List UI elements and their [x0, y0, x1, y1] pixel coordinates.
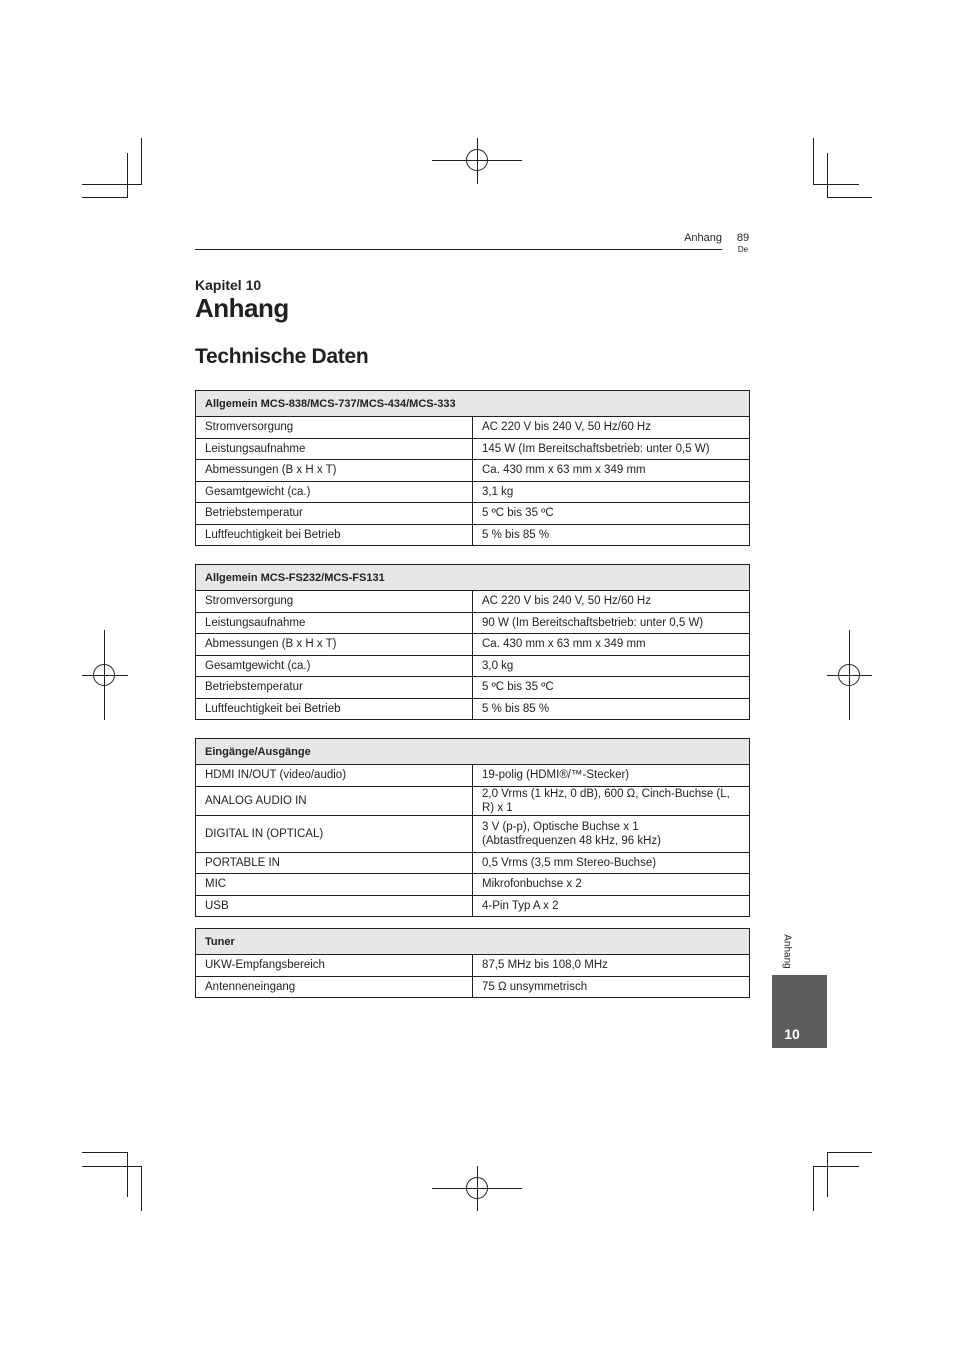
- spec-value: 75 Ω unsymmetrisch: [473, 976, 750, 998]
- spec-key: UKW-Empfangsbereich: [196, 955, 473, 977]
- spec-value: 5 ºC bis 35 ºC: [473, 503, 750, 525]
- spec-value: 5 ºC bis 35 ºC: [473, 677, 750, 699]
- side-tab-label: Anhang: [781, 934, 793, 969]
- table-row: [196, 698, 750, 720]
- spec-value: Ca. 430 mm x 63 mm x 349 mm: [473, 460, 750, 482]
- spec-value-line-2: (Abtastfrequenzen 48 kHz, 96 kHz): [482, 834, 661, 847]
- table-row: [196, 503, 750, 525]
- spec-key: Betriebstemperatur: [196, 677, 473, 699]
- spec-table-inputs-outputs: [195, 738, 750, 917]
- header-rule: [195, 249, 722, 250]
- spec-key: DIGITAL IN (OPTICAL): [196, 815, 473, 852]
- table-row: [196, 417, 750, 439]
- spec-value: 5 % bis 85 %: [473, 524, 750, 546]
- spec-key: Luftfeuchtigkeit bei Betrieb: [196, 698, 473, 720]
- spec-value: Mikrofonbuchse x 2: [473, 874, 750, 896]
- table-heading: Allgemein MCS-FS232/MCS-FS131: [196, 565, 750, 591]
- section-title: Technische Daten: [195, 345, 369, 368]
- spec-key: ANALOG AUDIO IN: [196, 786, 473, 815]
- table-row: [196, 852, 750, 874]
- spec-key: Gesamtgewicht (ca.): [196, 481, 473, 503]
- chapter-title: Anhang: [195, 293, 289, 323]
- table-heading: Allgemein MCS-838/MCS-737/MCS-434/MCS-333: [196, 391, 750, 417]
- chapter-label: Kapitel 10: [195, 277, 262, 293]
- table-row: [196, 786, 750, 815]
- spec-key: Betriebstemperatur: [196, 503, 473, 525]
- table-row: [196, 591, 750, 613]
- spec-value: 0,5 Vrms (3,5 mm Stereo-Buchse): [473, 852, 750, 874]
- spec-value: 145 W (Im Bereitschaftsbetrieb: unter 0,5 W): [473, 438, 750, 460]
- spec-key: Leistungsaufnahme: [196, 438, 473, 460]
- spec-value: AC 220 V bis 240 V, 50 Hz/60 Hz: [473, 417, 750, 439]
- table-row: [196, 815, 750, 852]
- table-row: [196, 874, 750, 896]
- table-row: [196, 765, 750, 787]
- spec-key: Stromversorgung: [196, 591, 473, 613]
- spec-table-tuner: [195, 928, 750, 998]
- page-number: 89: [736, 232, 750, 244]
- spec-key: Leistungsaufnahme: [196, 612, 473, 634]
- spec-value: 90 W (Im Bereitschaftsbetrieb: unter 0,5 W): [473, 612, 750, 634]
- spec-key: PORTABLE IN: [196, 852, 473, 874]
- spec-value: 19-polig (HDMI®/™-Stecker): [473, 765, 750, 787]
- spec-value: 5 % bis 85 %: [473, 698, 750, 720]
- spec-table-general-mcsfs: [195, 564, 750, 720]
- spec-value: 4-Pin Typ A x 2: [473, 895, 750, 917]
- spec-key: Stromversorgung: [196, 417, 473, 439]
- spec-key: MIC: [196, 874, 473, 896]
- table-row: [196, 460, 750, 482]
- spec-value: 3,1 kg: [473, 481, 750, 503]
- chapter-tab-number: 10: [784, 1026, 800, 1042]
- spec-value: 2,0 Vrms (1 kHz, 0 dB), 600 Ω, Cinch-Buchse (L, R) x 1: [473, 786, 750, 815]
- spec-value: 3,0 kg: [473, 655, 750, 677]
- spec-key: Antenneneingang: [196, 976, 473, 998]
- spec-value-line-1: 3 V (p-p), Optische Buchse x 1: [482, 820, 639, 833]
- table-row: [196, 524, 750, 546]
- table-row: [196, 655, 750, 677]
- table-row: [196, 634, 750, 656]
- language-code: De: [737, 245, 749, 254]
- table-row: [196, 438, 750, 460]
- table-row: [196, 976, 750, 998]
- header-section-label: Anhang: [684, 232, 722, 244]
- spec-key: Luftfeuchtigkeit bei Betrieb: [196, 524, 473, 546]
- table-row: [196, 895, 750, 917]
- spec-value: 87,5 MHz bis 108,0 MHz: [473, 955, 750, 977]
- spec-value: AC 220 V bis 240 V, 50 Hz/60 Hz: [473, 591, 750, 613]
- spec-value: [473, 815, 750, 852]
- table-row: [196, 481, 750, 503]
- table-row: [196, 612, 750, 634]
- spec-key: HDMI IN/OUT (video/audio): [196, 765, 473, 787]
- table-row: [196, 677, 750, 699]
- table-heading: Eingänge/Ausgänge: [196, 739, 750, 765]
- spec-key: Gesamtgewicht (ca.): [196, 655, 473, 677]
- spec-key: Abmessungen (B x H x T): [196, 460, 473, 482]
- spec-key: USB: [196, 895, 473, 917]
- spec-value: Ca. 430 mm x 63 mm x 349 mm: [473, 634, 750, 656]
- spec-table-general-mcs838: [195, 390, 750, 546]
- table-row: [196, 955, 750, 977]
- table-heading: Tuner: [196, 929, 750, 955]
- spec-key: Abmessungen (B x H x T): [196, 634, 473, 656]
